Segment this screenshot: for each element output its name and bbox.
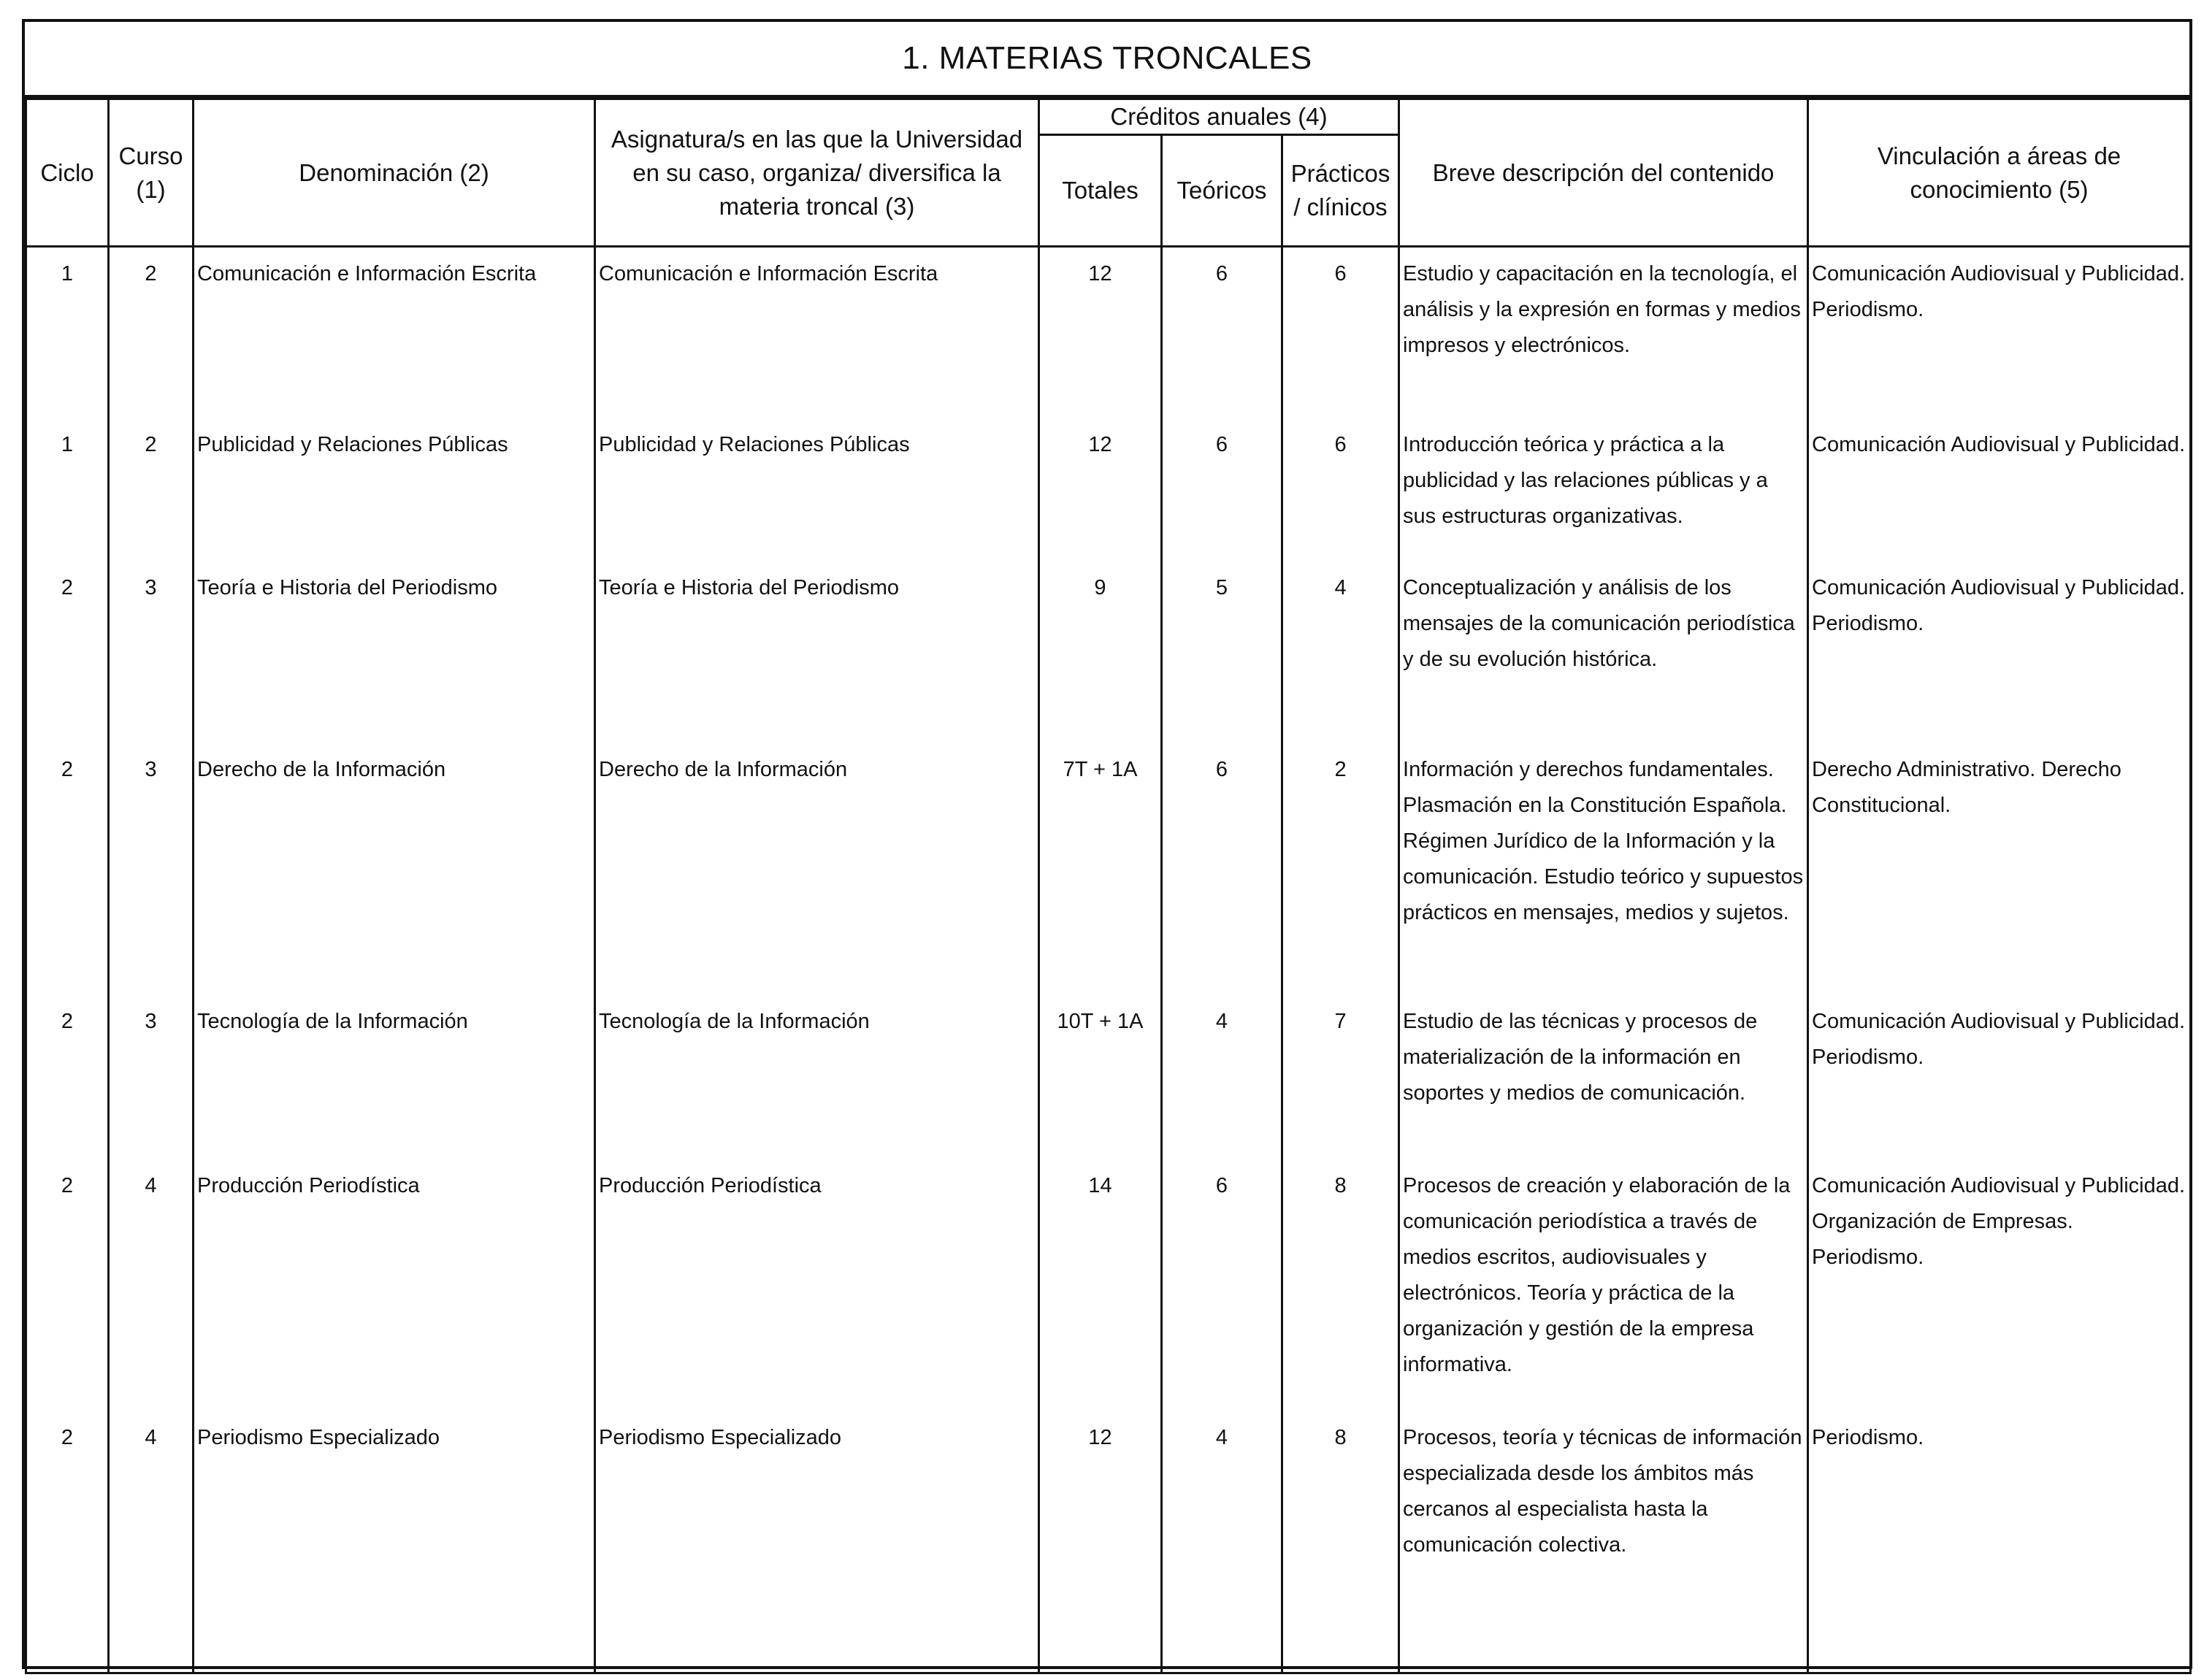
cell-practicos: 8 — [1282, 1168, 1399, 1420]
cell-denominacion: Tecnología de la Información — [194, 1004, 595, 1168]
table-body — [26, 247, 2191, 1673]
cell-curso: 2 — [109, 427, 194, 570]
header-creditos: Créditos anuales (4) — [1039, 99, 1399, 135]
cell-curso: 3 — [109, 570, 194, 752]
cell-vinculacion: Periodismo. — [1808, 1420, 2191, 1673]
cell-totales: 10T + 1A — [1039, 1004, 1162, 1168]
cell-asignatura: Producción Periodística — [595, 1168, 1039, 1420]
cell-teoricos: 5 — [1162, 570, 1282, 752]
cell-teoricos: 6 — [1162, 752, 1282, 1004]
troncales-table — [25, 98, 2192, 1674]
cell-curso: 4 — [109, 1168, 194, 1420]
cell-ciclo: 2 — [26, 1168, 109, 1420]
header-practicos: Prácticos / clínicos — [1282, 135, 1399, 247]
cell-teoricos: 4 — [1162, 1004, 1282, 1168]
cell-vinculacion: Comunicación Audiovisual y Publicidad. Periodismo. — [1808, 247, 2191, 427]
cell-vinculacion: Derecho Administrativo. Derecho Constitucional. — [1808, 752, 2191, 1004]
cell-ciclo: 2 — [26, 752, 109, 1004]
cell-descripcion: Estudio de las técnicas y procesos de materialización de la información en soportes y medios de comunicación. — [1399, 1004, 1808, 1168]
cell-asignatura: Teoría e Historia del Periodismo — [595, 570, 1039, 752]
header-asignaturas: Asignatura/s en las que la Universidad en su caso, organiza/ diversifica la materia troncal (3) — [595, 99, 1039, 247]
document-page — [22, 19, 2192, 1669]
cell-practicos: 6 — [1282, 427, 1399, 570]
cell-asignatura: Tecnología de la Información — [595, 1004, 1039, 1168]
cell-descripcion: Estudio y capacitación en la tecnología, el análisis y la expresión en formas y medios impresos y electrónicos. — [1399, 247, 1808, 427]
cell-totales: 12 — [1039, 247, 1162, 427]
cell-denominacion: Periodismo Especializado — [194, 1420, 595, 1673]
table-header — [26, 99, 2191, 247]
cell-ciclo: 2 — [26, 1004, 109, 1168]
table-row — [26, 570, 2191, 752]
title-bar — [25, 22, 2189, 98]
cell-practicos: 4 — [1282, 570, 1399, 752]
cell-descripcion: Introducción teórica y práctica a la publicidad y las relaciones públicas y a sus estructuras organizativas. — [1399, 427, 1808, 570]
cell-denominacion: Teoría e Historia del Periodismo — [194, 570, 595, 752]
cell-asignatura: Periodismo Especializado — [595, 1420, 1039, 1673]
header-curso: Curso (1) — [109, 99, 194, 247]
cell-teoricos: 6 — [1162, 427, 1282, 570]
cell-teoricos: 4 — [1162, 1420, 1282, 1673]
cell-denominacion: Derecho de la Información — [194, 752, 595, 1004]
cell-practicos: 6 — [1282, 247, 1399, 427]
cell-vinculacion: Comunicación Audiovisual y Publicidad. Periodismo. — [1808, 1004, 2191, 1168]
table-row — [26, 1004, 2191, 1168]
header-vinculacion: Vinculación a áreas de conocimiento (5) — [1808, 99, 2191, 247]
cell-curso: 3 — [109, 1004, 194, 1168]
header-denominacion: Denominación (2) — [194, 99, 595, 247]
cell-vinculacion: Comunicación Audiovisual y Publicidad. Organización de Empresas. Periodismo. — [1808, 1168, 2191, 1420]
cell-practicos: 2 — [1282, 752, 1399, 1004]
cell-totales: 12 — [1039, 1420, 1162, 1673]
header-totales: Totales — [1039, 135, 1162, 247]
cell-asignatura: Derecho de la Información — [595, 752, 1039, 1004]
table-row — [26, 247, 2191, 427]
cell-totales: 12 — [1039, 427, 1162, 570]
cell-totales: 9 — [1039, 570, 1162, 752]
cell-ciclo: 1 — [26, 427, 109, 570]
cell-denominacion: Comunicación e Información Escrita — [194, 247, 595, 427]
cell-descripcion: Procesos, teoría y técnicas de información especializada desde los ámbitos más cercanos al especialista hasta la comunicación colectiva. — [1399, 1420, 1808, 1673]
cell-curso: 3 — [109, 752, 194, 1004]
cell-curso: 4 — [109, 1420, 194, 1673]
cell-denominacion: Producción Periodística — [194, 1168, 595, 1420]
cell-totales: 7T + 1A — [1039, 752, 1162, 1004]
table-row — [26, 427, 2191, 570]
cell-practicos: 7 — [1282, 1004, 1399, 1168]
header-descripcion: Breve descripción del contenido — [1399, 99, 1808, 247]
cell-denominacion: Publicidad y Relaciones Públicas — [194, 427, 595, 570]
cell-totales: 14 — [1039, 1168, 1162, 1420]
cell-ciclo: 1 — [26, 247, 109, 427]
cell-descripcion: Información y derechos fundamentales. Plasmación en la Constitución Española. Régimen Jurídico de la Información y la comunicación. Estudio teórico y supuestos prácticos en mensajes, medios y sujetos. — [1399, 752, 1808, 1004]
cell-descripcion: Conceptualización y análisis de los mensajes de la comunicación periodística y de su evolución histórica. — [1399, 570, 1808, 752]
table-row — [26, 1168, 2191, 1420]
header-teoricos: Teóricos — [1162, 135, 1282, 247]
cell-descripcion: Procesos de creación y elaboración de la comunicación periodística a través de medios escritos, audiovisuales y electrónicos. Teoría y práctica de la organización y gestión de la empresa informativa. — [1399, 1168, 1808, 1420]
cell-ciclo: 2 — [26, 1420, 109, 1673]
cell-asignatura: Publicidad y Relaciones Públicas — [595, 427, 1039, 570]
cell-vinculacion: Comunicación Audiovisual y Publicidad. — [1808, 427, 2191, 570]
cell-teoricos: 6 — [1162, 1168, 1282, 1420]
cell-vinculacion: Comunicación Audiovisual y Publicidad. Periodismo. — [1808, 570, 2191, 752]
cell-practicos: 8 — [1282, 1420, 1399, 1673]
page-title: 1. MATERIAS TRONCALES — [902, 40, 1312, 76]
cell-ciclo: 2 — [26, 570, 109, 752]
cell-teoricos: 6 — [1162, 247, 1282, 427]
cell-curso: 2 — [109, 247, 194, 427]
table-row — [26, 752, 2191, 1004]
cell-asignatura: Comunicación e Información Escrita — [595, 247, 1039, 427]
table-row — [26, 1420, 2191, 1673]
header-ciclo: Ciclo — [26, 99, 109, 247]
